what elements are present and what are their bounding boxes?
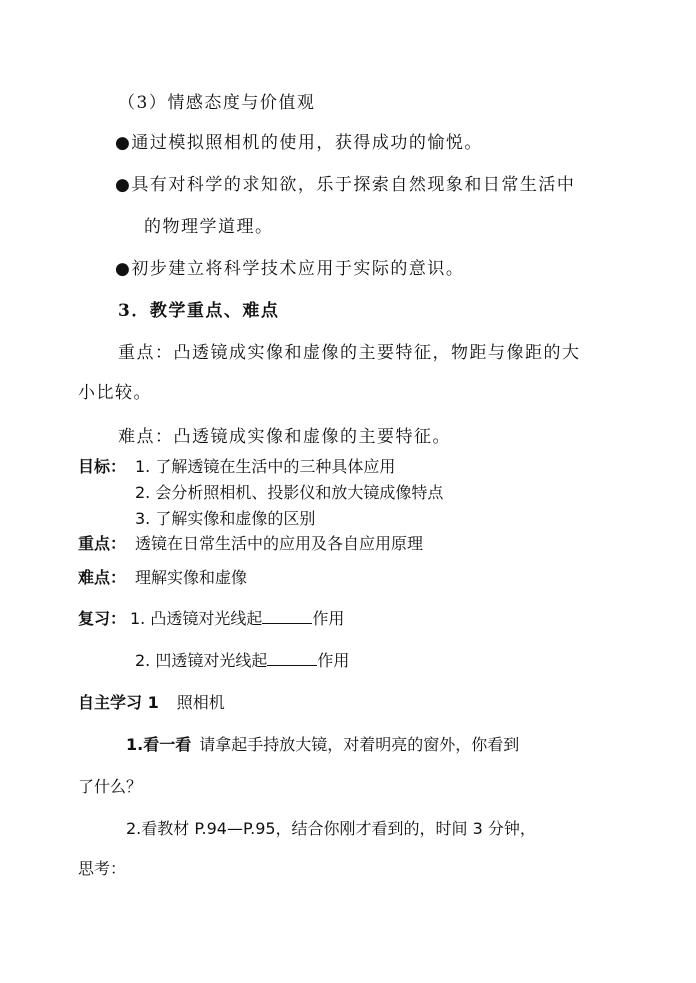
self-study-paragraph-1-cont: 了什么？ (78, 777, 143, 796)
self-study-paragraph-2-cont: 思考： (78, 859, 127, 878)
difficult-point: 难点：凸透镜成实像和虚像的主要特征。 (118, 427, 451, 447)
bullet-1-text: 通过模拟照相机的使用，获得成功的愉悦。 (131, 133, 483, 153)
goal-item-2: 2. 会分析照相机、投影仪和放大镜成像特点 (135, 483, 444, 502)
self-study-paragraph-2: 2.看教材 P.94—P.95，结合你刚才看到的，时间 3 分钟， (126, 819, 536, 838)
self-study-subtitle: 照相机 (176, 693, 225, 712)
review-q2-suffix: 作用 (317, 651, 350, 670)
goal-item-3: 3. 了解实像和虚像的区别 (135, 509, 316, 528)
goal-item-1: 1. 了解透镜在生活中的三种具体应用 (135, 457, 396, 476)
bullet-dot: ● (115, 133, 132, 153)
look-text: 请拿起手持放大镜，对着明亮的窗外，你看到 (199, 735, 520, 754)
difficulty-label: 难点： (78, 568, 127, 587)
bullet-3-text: 初步建立将科学技术应用于实际的意识。 (131, 259, 465, 279)
review-label: 复习： (78, 609, 127, 628)
bullet-1 (115, 128, 483, 153)
bullet-2 (115, 170, 575, 195)
bullet-2-continuation: 的物理学道理。 (144, 217, 274, 237)
answer-blank-1[interactable] (262, 609, 312, 624)
self-study-paragraph-1 (126, 732, 519, 755)
bullet-dot: ● (115, 175, 132, 195)
self-study-title-line (78, 690, 225, 713)
review-question-1 (130, 606, 344, 629)
review-q1-suffix: 作用 (312, 609, 345, 628)
review-q2-text: 2. 凹透镜对光线起 (135, 651, 268, 670)
goals-label: 目标： (78, 457, 127, 476)
bullet-dot: ● (115, 259, 132, 279)
self-study-title: 自主学习 1 (78, 693, 159, 712)
look-label: 1.看一看 (126, 735, 192, 754)
difficulty-text: 理解实像和虚像 (135, 568, 248, 587)
focus-text: 透镜在日常生活中的应用及各自应用原理 (135, 534, 424, 553)
emotion-heading: （3）情感态度与价值观 (118, 93, 316, 113)
bullet-3 (115, 254, 464, 279)
review-question-2 (135, 648, 349, 671)
review-q1-text: 1. 凸透镜对光线起 (130, 609, 263, 628)
key-point-line-1: 重点：凸透镜成实像和虚像的主要特征，物距与像距的大 (118, 343, 581, 363)
answer-blank-2[interactable] (267, 651, 317, 666)
key-point-line-2: 小比较。 (78, 383, 152, 403)
bullet-2-text: 具有对科学的求知欲，乐于探索自然现象和日常生活中 (131, 175, 576, 195)
focus-label: 重点： (78, 534, 127, 553)
key-difficult-heading: 3．教学重点、难点 (118, 301, 280, 321)
